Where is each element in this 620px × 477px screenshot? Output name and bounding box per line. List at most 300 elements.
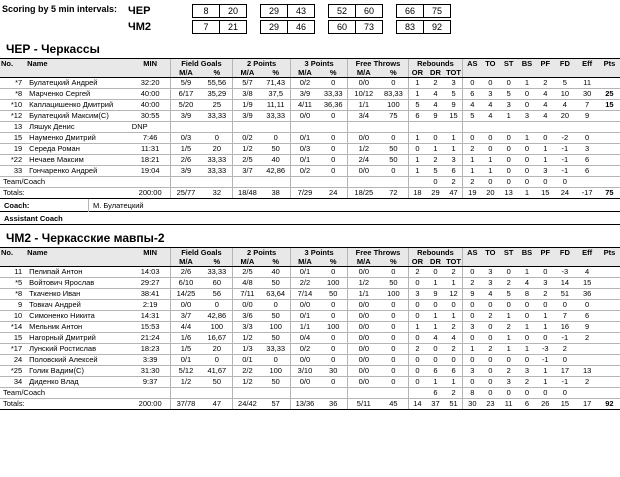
subheader-empty [481, 68, 499, 78]
stat-cell [575, 122, 599, 133]
stat-cell: 0/4 [290, 333, 319, 344]
stat-cell: 2 [575, 377, 599, 388]
subheader-pct: % [262, 68, 291, 78]
interval-cell: 7 [192, 20, 220, 34]
stat-cell: 6/10 [170, 278, 201, 289]
stat-cell: 0 [379, 166, 408, 177]
stat-cell [575, 344, 599, 355]
subheader-ma: M/A [170, 257, 201, 267]
subheader-empty [0, 257, 26, 267]
stat-cell: 2 [408, 344, 426, 355]
header-name: Name [26, 59, 131, 69]
subheader-ma: M/A [233, 257, 262, 267]
stat-cell: 0/0 [290, 355, 319, 366]
player-row [0, 89, 620, 100]
stat-cell: 0/0 [348, 166, 379, 177]
stat-cell: 0/0 [348, 311, 379, 322]
player-number: *8 [0, 289, 26, 300]
stat-cell: 0 [201, 355, 232, 366]
stat-cell: 1 [445, 278, 463, 289]
stat-cell: 41,67 [201, 366, 232, 377]
subheader-empty [463, 257, 481, 267]
stat-cell: 6 [445, 166, 463, 177]
subheader-empty [554, 68, 575, 78]
stat-cell: 25 [599, 89, 620, 100]
stat-cell: 0 [518, 388, 536, 399]
subheader-pct: % [379, 68, 408, 78]
stat-cell: 4 [481, 111, 499, 122]
stat-cell: 1 [536, 311, 554, 322]
stat-cell: 33,33 [262, 344, 291, 355]
stat-cell [233, 388, 262, 399]
total-cell: 20 [481, 188, 499, 199]
stat-cell: 1 [481, 155, 499, 166]
stat-cell: 0 [518, 333, 536, 344]
stat-cell: 40 [262, 155, 291, 166]
stat-cell: 0 [408, 366, 426, 377]
subheader-empty [26, 68, 131, 78]
subheader-empty [599, 68, 620, 78]
stat-cell [262, 122, 291, 133]
stat-cell: 2 [445, 344, 463, 355]
intervals-title: Scoring by 5 min intervals: [2, 4, 118, 14]
stat-cell: 0/0 [348, 377, 379, 388]
total-cell: 18/48 [233, 188, 262, 199]
stat-cell: 3/6 [233, 311, 262, 322]
stat-cell: 3 [481, 267, 499, 278]
header-ft: Free Throws [348, 248, 408, 258]
total-cell: 25/77 [170, 188, 201, 199]
subheader-empty [481, 257, 499, 267]
stat-cell: 60 [201, 278, 232, 289]
stat-cell: 5 [426, 166, 444, 177]
header-fg: Field Goals [170, 248, 233, 258]
stat-cell: -1 [554, 144, 575, 155]
stat-cell [319, 122, 348, 133]
stat-cell: 50 [379, 144, 408, 155]
stat-cell: 1/5 [170, 144, 201, 155]
stat-cell: 2/6 [170, 267, 201, 278]
stat-cell: 0 [201, 133, 232, 144]
stat-cell: 0 [445, 355, 463, 366]
stat-cell [170, 177, 201, 188]
stat-cell: 2/2 [290, 278, 319, 289]
stat-cell [575, 388, 599, 399]
total-cell: 11 [500, 399, 518, 410]
player-number: 34 [0, 377, 26, 388]
player-row [0, 155, 620, 166]
stat-cell: 1 [463, 155, 481, 166]
stat-cell [575, 177, 599, 188]
stat-cell [408, 122, 426, 133]
stat-cell: 16 [554, 322, 575, 333]
stat-cell: 0 [379, 344, 408, 355]
stat-cell [599, 333, 620, 344]
stat-cell: 0 [481, 333, 499, 344]
stat-cell [599, 355, 620, 366]
stat-cell: 56 [201, 289, 232, 300]
interval-cell: 21 [219, 20, 247, 34]
stat-cell [290, 122, 319, 133]
header-bs: BS [518, 59, 536, 69]
stat-cell: 1 [426, 322, 444, 333]
stat-cell [262, 177, 291, 188]
stat-cell [554, 122, 575, 133]
table-subheader-row [0, 68, 620, 78]
stat-cell: 1/9 [233, 100, 262, 111]
stat-cell [408, 388, 426, 399]
stat-cell: 0 [481, 322, 499, 333]
interval-cell: 60 [355, 4, 383, 18]
player-name: Ткаченко Иван [26, 289, 131, 300]
stat-cell: 2/5 [233, 267, 262, 278]
total-cell: 7/29 [290, 188, 319, 199]
interval-cell: 29 [260, 4, 288, 18]
header-ft: Free Throws [348, 59, 408, 69]
header-fd: FD [554, 59, 575, 69]
player-name: Войтович Ярослав [26, 278, 131, 289]
header-min: MIN [131, 248, 170, 258]
subheader-empty [518, 68, 536, 78]
interval-cell: 83 [396, 20, 424, 34]
stat-cell: 9:37 [131, 377, 170, 388]
header-eff: Eff [575, 248, 599, 258]
player-row [0, 278, 620, 289]
stat-cell: 100 [319, 278, 348, 289]
stat-cell: 1/3 [233, 344, 262, 355]
total-cell: 200:00 [131, 399, 170, 410]
stat-cell: 3 [481, 89, 499, 100]
team-coach-label: Team/Coach [0, 388, 131, 399]
player-name: Лунский Ростислав [26, 344, 131, 355]
player-number: 9 [0, 300, 26, 311]
stat-cell: 71,43 [262, 78, 291, 89]
stat-cell: 0 [319, 133, 348, 144]
subheader-ma: M/A [290, 68, 319, 78]
player-number: 24 [0, 355, 26, 366]
stat-cell: -3 [536, 344, 554, 355]
subheader-empty [575, 68, 599, 78]
stat-cell [599, 366, 620, 377]
stat-cell: 36,36 [319, 100, 348, 111]
stat-cell: 19:04 [131, 166, 170, 177]
stat-cell: 1/1 [348, 100, 379, 111]
total-cell: 47 [445, 188, 463, 199]
stat-cell: 3 [536, 166, 554, 177]
stat-cell: 0 [319, 333, 348, 344]
stat-cell: 50 [262, 377, 291, 388]
total-cell: 37/78 [170, 399, 201, 410]
subheader-pct: % [319, 68, 348, 78]
subheader-pct: % [319, 257, 348, 267]
total-cell: 13/36 [290, 399, 319, 410]
stat-cell [599, 300, 620, 311]
stat-cell: 0 [379, 267, 408, 278]
stat-cell: 0 [554, 177, 575, 188]
stat-cell: 0 [536, 177, 554, 188]
total-cell: 45 [379, 399, 408, 410]
stat-cell [599, 166, 620, 177]
stat-cell: 4 [481, 289, 499, 300]
stat-cell [599, 144, 620, 155]
stat-cell: 0/0 [170, 300, 201, 311]
stat-cell: 0 [463, 300, 481, 311]
stat-cell: 1 [408, 166, 426, 177]
stat-cell [131, 388, 170, 399]
header-pts: Pts [599, 248, 620, 258]
stat-cell: 4 [463, 100, 481, 111]
stat-cell: 1 [408, 155, 426, 166]
subheader-dr: DR [426, 257, 444, 267]
stat-cell: 0 [536, 333, 554, 344]
total-cell: 17 [575, 399, 599, 410]
stat-cell: 3/9 [290, 89, 319, 100]
stat-cell: 50 [379, 278, 408, 289]
total-cell: 72 [379, 188, 408, 199]
stat-cell: 3 [518, 366, 536, 377]
stat-cell [348, 122, 379, 133]
stat-cell: 4/11 [290, 100, 319, 111]
stat-cell: 11,11 [262, 100, 291, 111]
interval-cell: 92 [423, 20, 451, 34]
player-row [0, 289, 620, 300]
coach-divider [88, 199, 89, 212]
stat-cell: 1/6 [170, 333, 201, 344]
stat-cell: 10 [554, 89, 575, 100]
interval-cell: 46 [287, 20, 315, 34]
stat-cell: 1 [518, 133, 536, 144]
stat-cell: 1 [426, 278, 444, 289]
stat-cell [599, 278, 620, 289]
stat-cell: 4/4 [170, 322, 201, 333]
stat-cell: 2 [445, 388, 463, 399]
stat-cell: 2 [445, 322, 463, 333]
stat-cell: 0 [319, 344, 348, 355]
stat-cell: 0 [481, 355, 499, 366]
stat-cell: 3 [445, 155, 463, 166]
stat-cell: 3 [536, 278, 554, 289]
stat-cell [233, 177, 262, 188]
stat-cell: 42,86 [262, 166, 291, 177]
subheader-pct: % [201, 257, 232, 267]
stat-cell [426, 122, 444, 133]
stat-cell: 1 [536, 377, 554, 388]
stat-cell: 0/0 [290, 111, 319, 122]
stat-cell: 0/0 [290, 377, 319, 388]
stat-cell: 100 [262, 322, 291, 333]
stat-cell: 3 [463, 322, 481, 333]
stat-cell: 0 [481, 78, 499, 89]
total-cell: 24 [554, 188, 575, 199]
stat-cell: 2/2 [233, 366, 262, 377]
stat-cell: 50 [262, 333, 291, 344]
stat-cell: -1 [536, 355, 554, 366]
total-cell: 18/25 [348, 188, 379, 199]
stat-cell [348, 388, 379, 399]
stat-cell: 0 [408, 311, 426, 322]
stat-cell [599, 267, 620, 278]
player-row [0, 122, 620, 133]
total-cell: 1 [518, 188, 536, 199]
stat-cell: 3/7 [170, 311, 201, 322]
stat-cell: 0/1 [290, 155, 319, 166]
team-title: ЧМ2 - Черкасские мавпы-2 [6, 231, 165, 245]
stat-cell: 0 [319, 267, 348, 278]
stat-cell: 7:46 [131, 133, 170, 144]
stat-cell: 1 [463, 166, 481, 177]
stat-cell: 3 [481, 278, 499, 289]
stat-cell: 3/4 [348, 111, 379, 122]
stat-cell: 1 [426, 377, 444, 388]
stat-cell: 1 [518, 267, 536, 278]
stat-cell: 3 [463, 366, 481, 377]
player-row [0, 267, 620, 278]
scoring-intervals [0, 0, 620, 38]
stat-cell: 33,33 [201, 155, 232, 166]
stat-cell: 0 [463, 78, 481, 89]
stat-cell: 5/20 [170, 100, 201, 111]
subheader-ma: M/A [348, 257, 379, 267]
stat-cell: 2 [536, 78, 554, 89]
assistant-coach-row [0, 213, 620, 225]
stat-cell: 0/2 [290, 344, 319, 355]
team-stats-table [0, 247, 620, 410]
stat-cell: 0 [408, 333, 426, 344]
stat-cell: 36 [575, 289, 599, 300]
stat-cell: 0 [518, 100, 536, 111]
player-name: Диденко Влад [26, 377, 131, 388]
stat-cell: 83,33 [379, 89, 408, 100]
header-to: TO [481, 248, 499, 258]
player-name: Булатецкий Максим(С) [26, 111, 131, 122]
stat-cell: 3 [500, 100, 518, 111]
stat-cell: 0 [408, 355, 426, 366]
player-number: *12 [0, 111, 26, 122]
stat-cell: 0 [379, 78, 408, 89]
subheader-tot: TOT [446, 257, 461, 266]
total-cell: 92 [599, 399, 620, 410]
stat-cell: 38:41 [131, 289, 170, 300]
stat-cell: 0 [426, 177, 444, 188]
stat-cell: 50 [319, 289, 348, 300]
stat-cell: 2 [500, 278, 518, 289]
totals-row [0, 188, 620, 199]
total-cell: 18 [408, 188, 426, 199]
stat-cell: 0 [518, 311, 536, 322]
subheader-empty [554, 257, 575, 267]
stat-cell: 0 [463, 333, 481, 344]
stat-cell [599, 111, 620, 122]
stat-cell: 3:39 [131, 355, 170, 366]
totals-label: Totals: [0, 399, 131, 410]
header-st: ST [500, 59, 518, 69]
stat-cell: 0/0 [290, 300, 319, 311]
stat-cell: 14:03 [131, 267, 170, 278]
player-row [0, 100, 620, 111]
stat-cell: 2 [554, 344, 575, 355]
stat-cell: 6 [426, 366, 444, 377]
stat-cell: 5 [408, 100, 426, 111]
stat-cell: 1/2 [348, 278, 379, 289]
player-row [0, 311, 620, 322]
total-cell: 19 [463, 188, 481, 199]
stat-cell: 0 [319, 300, 348, 311]
subheader-or: OR [408, 68, 426, 78]
stat-cell [262, 388, 291, 399]
stat-cell: 1/2 [233, 333, 262, 344]
interval-cell: 8 [192, 4, 220, 18]
stat-cell: 0 [408, 278, 426, 289]
player-number: *10 [0, 100, 26, 111]
stat-cell: 0 [500, 388, 518, 399]
header-p3: 3 Points [290, 248, 348, 258]
total-cell: 24/42 [233, 399, 262, 410]
stat-cell: -1 [554, 166, 575, 177]
subheader-empty [575, 257, 599, 267]
stat-cell: 2 [408, 267, 426, 278]
header-pf: PF [536, 59, 554, 69]
stat-cell: 0 [319, 144, 348, 155]
stat-cell [463, 122, 481, 133]
stat-cell: 0 [201, 300, 232, 311]
stat-cell: 15:53 [131, 322, 170, 333]
stat-cell [500, 122, 518, 133]
player-name: Марченко Сергей [26, 89, 131, 100]
stat-cell: 0 [500, 155, 518, 166]
coach-name: М. Булатецкий [93, 201, 144, 210]
subheader-ma: M/A [290, 257, 319, 267]
stat-cell: 1 [445, 133, 463, 144]
player-number: 15 [0, 133, 26, 144]
stat-cell: 3 [575, 144, 599, 155]
stat-cell: 0 [500, 300, 518, 311]
stat-cell [536, 122, 554, 133]
stat-cell: 9 [575, 111, 599, 122]
stat-cell: 0 [379, 311, 408, 322]
interval-team-label: ЧМ2 [128, 21, 152, 33]
stat-cell: -1 [554, 155, 575, 166]
player-row [0, 133, 620, 144]
stat-cell: 6 [408, 111, 426, 122]
stat-cell: 0 [408, 377, 426, 388]
stat-cell: 3/8 [233, 89, 262, 100]
stat-cell: 3 [408, 289, 426, 300]
stat-cell: 2 [575, 333, 599, 344]
stat-cell: 15 [445, 111, 463, 122]
stat-cell: 0 [426, 355, 444, 366]
stat-cell: 7 [554, 311, 575, 322]
stat-cell: 55,56 [201, 78, 232, 89]
stat-cell: 0 [536, 267, 554, 278]
subheader-empty [536, 257, 554, 267]
stat-cell: 1/5 [170, 344, 201, 355]
stat-cell: 0 [500, 355, 518, 366]
stat-cell: 2 [500, 322, 518, 333]
stat-cell [379, 388, 408, 399]
stat-cell [201, 177, 232, 188]
player-name: Половский Алексей [26, 355, 131, 366]
stat-cell: 0 [379, 133, 408, 144]
stat-cell: 11:31 [131, 144, 170, 155]
player-name: Нечаев Максим [26, 155, 131, 166]
player-row [0, 344, 620, 355]
player-name: Пелипай Антон [26, 267, 131, 278]
stat-cell: 14 [554, 278, 575, 289]
stat-cell: 13 [575, 366, 599, 377]
stat-cell: 0 [426, 133, 444, 144]
stat-cell: 20 [554, 111, 575, 122]
stat-cell [599, 322, 620, 333]
